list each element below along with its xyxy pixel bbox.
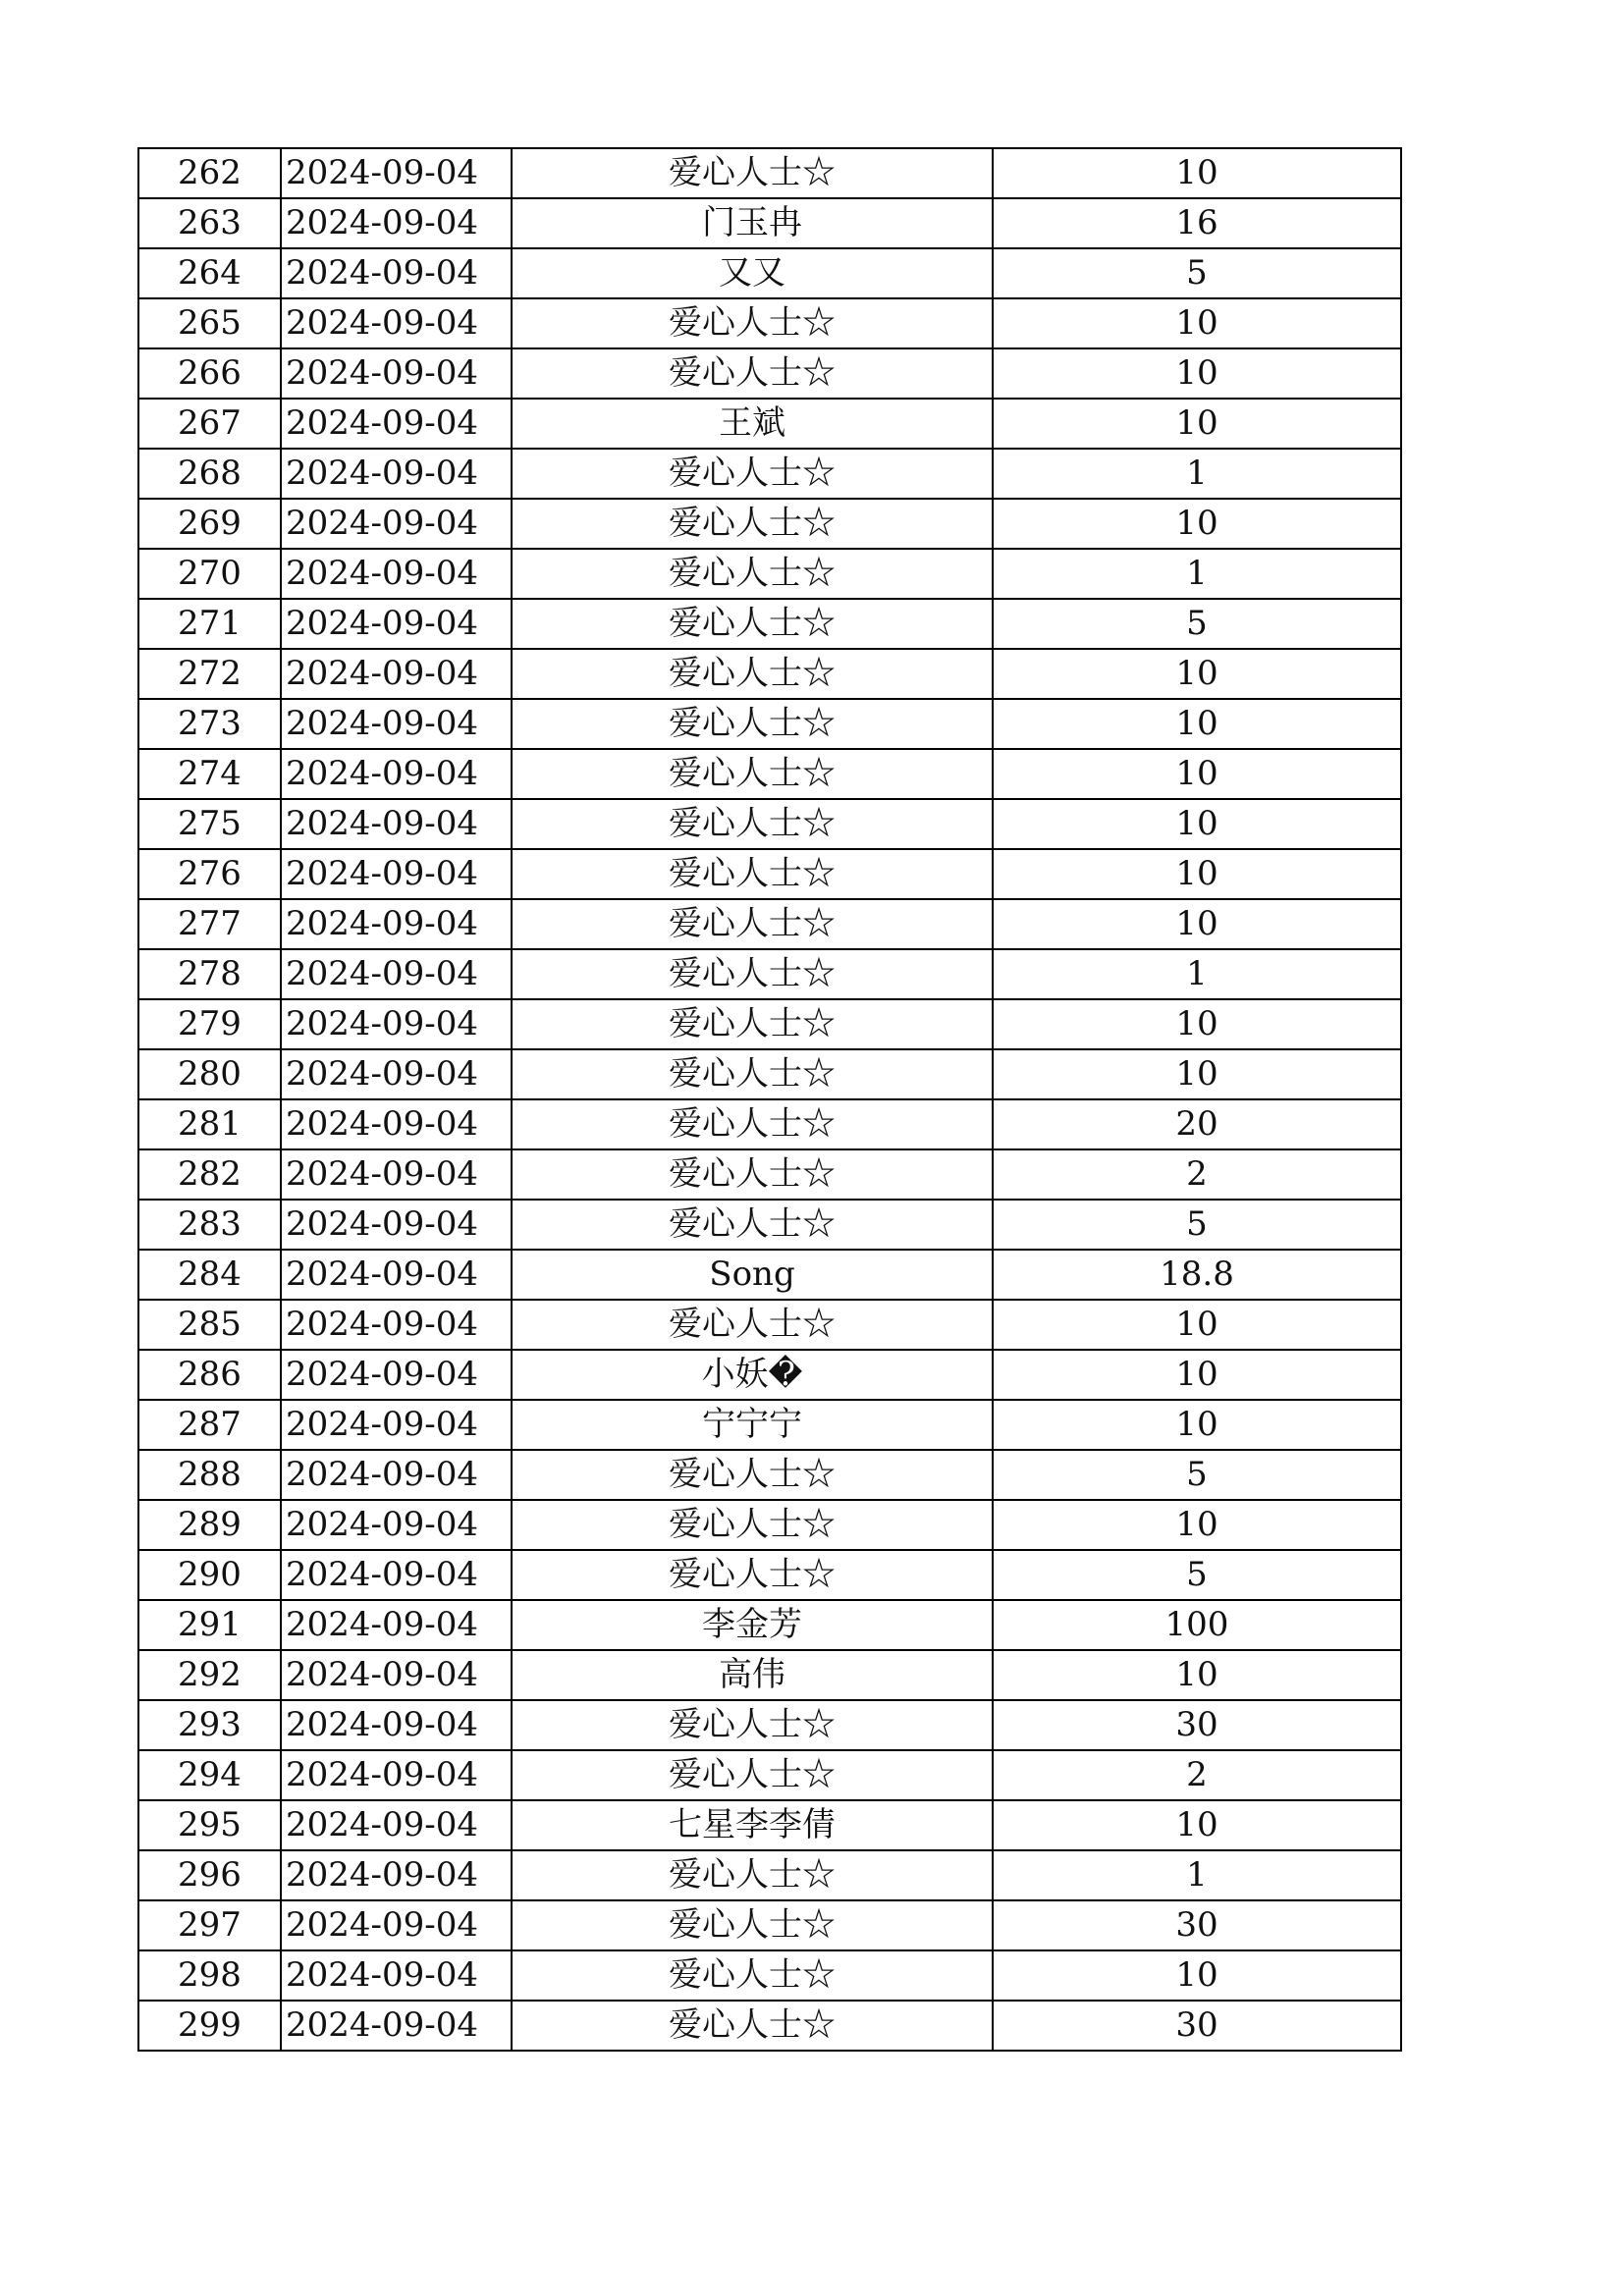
cell-donor-name: 门玉冉 (512, 198, 993, 248)
cell-amount: 2 (993, 1149, 1401, 1200)
table-row (138, 148, 1401, 198)
cell-serial-number: 268 (138, 449, 281, 499)
cell-date: 2024-09-04 (281, 399, 512, 449)
table-row (138, 1400, 1401, 1450)
cell-serial-number: 273 (138, 699, 281, 749)
table-row (138, 1200, 1401, 1250)
cell-amount: 10 (993, 1650, 1401, 1700)
cell-date: 2024-09-04 (281, 2001, 512, 2051)
cell-serial-number: 287 (138, 1400, 281, 1450)
cell-donor-name: 高伟 (512, 1650, 993, 1700)
table-row (138, 298, 1401, 348)
cell-donor-name: 爱心人士☆ (512, 799, 993, 849)
table-row (138, 1700, 1401, 1750)
cell-donor-name: 爱心人士☆ (512, 949, 993, 999)
cell-serial-number: 299 (138, 2001, 281, 2051)
table-row (138, 1149, 1401, 1200)
cell-amount: 5 (993, 599, 1401, 649)
cell-donor-name: 爱心人士☆ (512, 599, 993, 649)
table-row (138, 1450, 1401, 1500)
donation-table (137, 147, 1402, 2052)
cell-donor-name: 爱心人士☆ (512, 849, 993, 899)
table-row (138, 899, 1401, 949)
cell-serial-number: 291 (138, 1600, 281, 1650)
cell-serial-number: 296 (138, 1850, 281, 1900)
cell-donor-name: 爱心人士☆ (512, 1550, 993, 1600)
cell-date: 2024-09-04 (281, 348, 512, 399)
cell-donor-name: 小妖� (512, 1350, 993, 1400)
cell-donor-name: 宁宁宁 (512, 1400, 993, 1450)
cell-donor-name: 爱心人士☆ (512, 449, 993, 499)
table-row (138, 949, 1401, 999)
cell-donor-name: 李金芳 (512, 1600, 993, 1650)
table-row (138, 649, 1401, 699)
cell-serial-number: 282 (138, 1149, 281, 1200)
table-row (138, 399, 1401, 449)
cell-serial-number: 288 (138, 1450, 281, 1500)
cell-donor-name: Song (512, 1250, 993, 1300)
cell-serial-number: 286 (138, 1350, 281, 1400)
cell-date: 2024-09-04 (281, 248, 512, 298)
cell-amount: 1 (993, 549, 1401, 599)
cell-amount: 30 (993, 2001, 1401, 2051)
cell-amount: 10 (993, 649, 1401, 699)
cell-donor-name: 爱心人士☆ (512, 1049, 993, 1099)
cell-date: 2024-09-04 (281, 499, 512, 549)
cell-amount: 10 (993, 399, 1401, 449)
table-row (138, 348, 1401, 399)
cell-donor-name: 爱心人士☆ (512, 749, 993, 799)
cell-date: 2024-09-04 (281, 1900, 512, 1950)
cell-date: 2024-09-04 (281, 1550, 512, 1600)
table-row (138, 549, 1401, 599)
cell-donor-name: 爱心人士☆ (512, 999, 993, 1049)
cell-donor-name: 爱心人士☆ (512, 649, 993, 699)
cell-amount: 5 (993, 1200, 1401, 1250)
cell-donor-name: 爱心人士☆ (512, 1099, 993, 1149)
cell-donor-name: 爱心人士☆ (512, 1700, 993, 1750)
cell-serial-number: 290 (138, 1550, 281, 1600)
cell-amount: 5 (993, 248, 1401, 298)
cell-amount: 10 (993, 699, 1401, 749)
cell-donor-name: 爱心人士☆ (512, 1300, 993, 1350)
cell-date: 2024-09-04 (281, 1600, 512, 1650)
cell-serial-number: 270 (138, 549, 281, 599)
cell-date: 2024-09-04 (281, 1049, 512, 1099)
cell-amount: 10 (993, 348, 1401, 399)
cell-serial-number: 265 (138, 298, 281, 348)
cell-amount: 10 (993, 799, 1401, 849)
cell-donor-name: 爱心人士☆ (512, 1750, 993, 1800)
cell-amount: 100 (993, 1600, 1401, 1650)
cell-serial-number: 274 (138, 749, 281, 799)
table-row (138, 1600, 1401, 1650)
table-row (138, 198, 1401, 248)
table-row (138, 1550, 1401, 1600)
cell-amount: 10 (993, 1350, 1401, 1400)
cell-serial-number: 264 (138, 248, 281, 298)
cell-amount: 10 (993, 298, 1401, 348)
cell-amount: 30 (993, 1900, 1401, 1950)
table-row (138, 499, 1401, 549)
cell-serial-number: 289 (138, 1500, 281, 1550)
cell-amount: 30 (993, 1700, 1401, 1750)
cell-serial-number: 280 (138, 1049, 281, 1099)
cell-serial-number: 262 (138, 148, 281, 198)
cell-date: 2024-09-04 (281, 449, 512, 499)
table-row (138, 1350, 1401, 1400)
cell-amount: 1 (993, 949, 1401, 999)
cell-donor-name: 爱心人士☆ (512, 699, 993, 749)
table-row (138, 248, 1401, 298)
cell-date: 2024-09-04 (281, 1500, 512, 1550)
cell-amount: 10 (993, 1500, 1401, 1550)
table-row (138, 2001, 1401, 2051)
table-row (138, 599, 1401, 649)
cell-serial-number: 277 (138, 899, 281, 949)
cell-date: 2024-09-04 (281, 1700, 512, 1750)
cell-donor-name: 爱心人士☆ (512, 1500, 993, 1550)
table-row (138, 749, 1401, 799)
cell-serial-number: 278 (138, 949, 281, 999)
cell-date: 2024-09-04 (281, 1450, 512, 1500)
table-row (138, 699, 1401, 749)
cell-donor-name: 七星李李倩 (512, 1800, 993, 1850)
cell-date: 2024-09-04 (281, 198, 512, 248)
cell-donor-name: 爱心人士☆ (512, 899, 993, 949)
cell-serial-number: 284 (138, 1250, 281, 1300)
table-row (138, 799, 1401, 849)
cell-serial-number: 267 (138, 399, 281, 449)
cell-amount: 1 (993, 449, 1401, 499)
cell-date: 2024-09-04 (281, 599, 512, 649)
cell-amount: 1 (993, 1850, 1401, 1900)
cell-donor-name: 爱心人士☆ (512, 1450, 993, 1500)
donation-table-body (138, 148, 1401, 2051)
cell-donor-name: 爱心人士☆ (512, 348, 993, 399)
cell-serial-number: 297 (138, 1900, 281, 1950)
table-row (138, 1250, 1401, 1300)
cell-date: 2024-09-04 (281, 298, 512, 348)
table-row (138, 1500, 1401, 1550)
cell-date: 2024-09-04 (281, 1250, 512, 1300)
cell-date: 2024-09-04 (281, 699, 512, 749)
cell-serial-number: 295 (138, 1800, 281, 1850)
cell-amount: 10 (993, 1800, 1401, 1850)
cell-donor-name: 爱心人士☆ (512, 549, 993, 599)
table-row (138, 1300, 1401, 1350)
table-row (138, 999, 1401, 1049)
cell-amount: 20 (993, 1099, 1401, 1149)
table-row (138, 1049, 1401, 1099)
table-row (138, 1750, 1401, 1800)
cell-donor-name: 爱心人士☆ (512, 1900, 993, 1950)
cell-date: 2024-09-04 (281, 1850, 512, 1900)
cell-amount: 5 (993, 1450, 1401, 1500)
cell-donor-name: 爱心人士☆ (512, 298, 993, 348)
cell-amount: 10 (993, 1049, 1401, 1099)
cell-date: 2024-09-04 (281, 1650, 512, 1700)
cell-date: 2024-09-04 (281, 999, 512, 1049)
cell-donor-name: 爱心人士☆ (512, 2001, 993, 2051)
table-row (138, 849, 1401, 899)
cell-donor-name: 爱心人士☆ (512, 499, 993, 549)
cell-donor-name: 爱心人士☆ (512, 1850, 993, 1900)
cell-amount: 10 (993, 899, 1401, 949)
cell-serial-number: 275 (138, 799, 281, 849)
table-row (138, 1800, 1401, 1850)
cell-amount: 10 (993, 499, 1401, 549)
cell-date: 2024-09-04 (281, 1750, 512, 1800)
cell-serial-number: 269 (138, 499, 281, 549)
cell-amount: 10 (993, 1400, 1401, 1450)
cell-amount: 10 (993, 849, 1401, 899)
cell-date: 2024-09-04 (281, 1350, 512, 1400)
table-row (138, 449, 1401, 499)
cell-date: 2024-09-04 (281, 549, 512, 599)
cell-amount: 10 (993, 148, 1401, 198)
cell-date: 2024-09-04 (281, 899, 512, 949)
cell-serial-number: 266 (138, 348, 281, 399)
cell-date: 2024-09-04 (281, 799, 512, 849)
cell-date: 2024-09-04 (281, 849, 512, 899)
cell-amount: 2 (993, 1750, 1401, 1800)
cell-amount: 16 (993, 198, 1401, 248)
cell-date: 2024-09-04 (281, 1400, 512, 1450)
cell-date: 2024-09-04 (281, 949, 512, 999)
cell-date: 2024-09-04 (281, 1950, 512, 2001)
cell-date: 2024-09-04 (281, 148, 512, 198)
cell-serial-number: 272 (138, 649, 281, 699)
cell-donor-name: 又又 (512, 248, 993, 298)
cell-amount: 10 (993, 1300, 1401, 1350)
cell-serial-number: 263 (138, 198, 281, 248)
cell-date: 2024-09-04 (281, 749, 512, 799)
cell-serial-number: 298 (138, 1950, 281, 2001)
cell-serial-number: 283 (138, 1200, 281, 1250)
cell-amount: 10 (993, 1950, 1401, 2001)
cell-amount: 10 (993, 999, 1401, 1049)
cell-serial-number: 271 (138, 599, 281, 649)
table-row (138, 1950, 1401, 2001)
cell-donor-name: 爱心人士☆ (512, 1149, 993, 1200)
cell-date: 2024-09-04 (281, 1099, 512, 1149)
cell-serial-number: 292 (138, 1650, 281, 1700)
cell-date: 2024-09-04 (281, 1800, 512, 1850)
table-row (138, 1850, 1401, 1900)
cell-serial-number: 276 (138, 849, 281, 899)
cell-date: 2024-09-04 (281, 1300, 512, 1350)
cell-serial-number: 293 (138, 1700, 281, 1750)
cell-donor-name: 爱心人士☆ (512, 1950, 993, 2001)
cell-date: 2024-09-04 (281, 1200, 512, 1250)
cell-serial-number: 281 (138, 1099, 281, 1149)
cell-serial-number: 285 (138, 1300, 281, 1350)
cell-donor-name: 爱心人士☆ (512, 1200, 993, 1250)
table-row (138, 1099, 1401, 1149)
table-row (138, 1650, 1401, 1700)
cell-date: 2024-09-04 (281, 1149, 512, 1200)
cell-amount: 10 (993, 749, 1401, 799)
cell-donor-name: 爱心人士☆ (512, 148, 993, 198)
cell-donor-name: 王斌 (512, 399, 993, 449)
table-row (138, 1900, 1401, 1950)
cell-date: 2024-09-04 (281, 649, 512, 699)
cell-amount: 5 (993, 1550, 1401, 1600)
cell-serial-number: 279 (138, 999, 281, 1049)
cell-serial-number: 294 (138, 1750, 281, 1800)
cell-amount: 18.8 (993, 1250, 1401, 1300)
